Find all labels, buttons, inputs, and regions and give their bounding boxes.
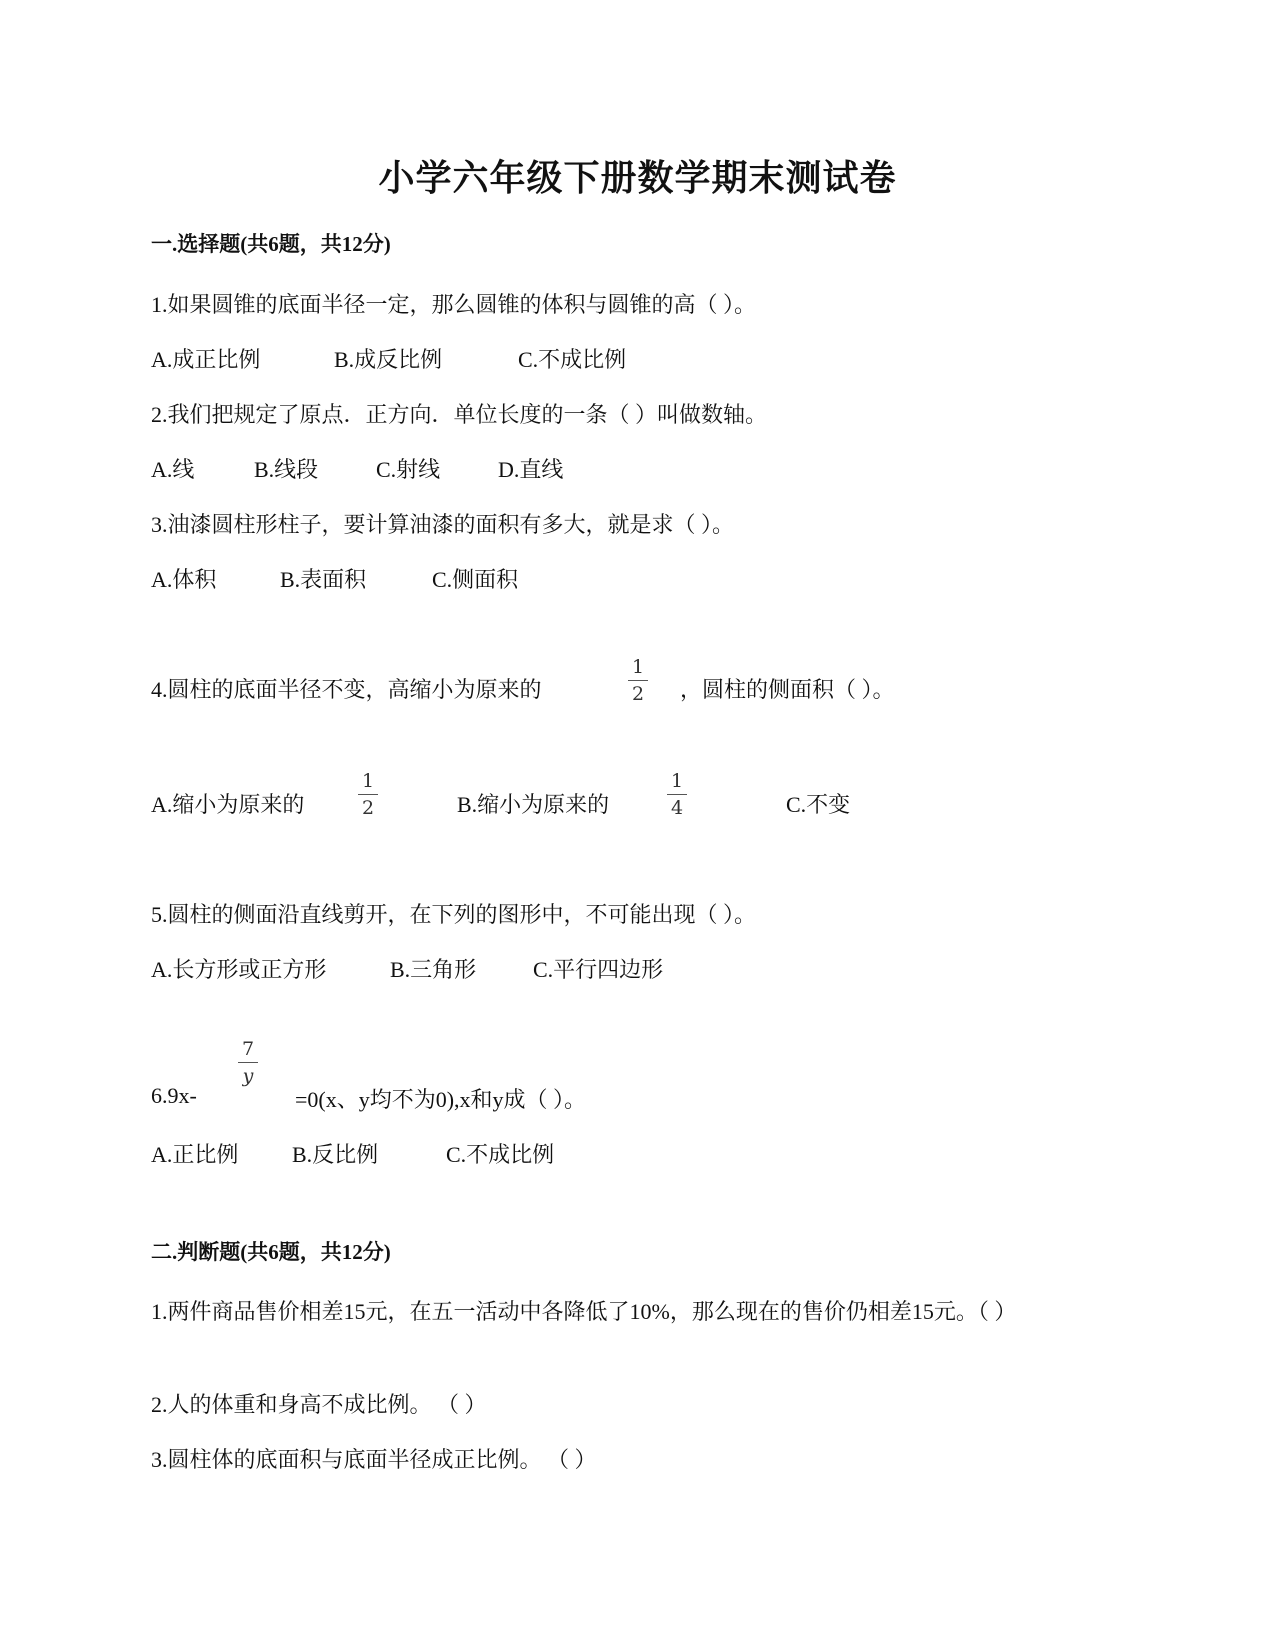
question-6-fraction	[237, 1037, 259, 1088]
question-4-option-a: A.缩小为原来的	[151, 792, 305, 817]
question-5-option-c: C.平行四边形	[533, 957, 664, 982]
judgement-question-3: 3.圆柱体的底面积与底面半径成正比例。 （ ）	[151, 1447, 597, 1472]
fraction-bar	[628, 680, 648, 681]
fraction-numerator: 1	[670, 770, 684, 792]
question-3-option-a: A.体积	[151, 567, 217, 592]
fraction-denominator: 2	[361, 797, 375, 819]
question-4-fraction	[627, 655, 649, 706]
question-2-option-a: A.线	[151, 457, 195, 482]
fraction-denominator: 2	[631, 683, 645, 705]
fraction-denominator: 4	[670, 797, 684, 819]
question-2-text: 2.我们把规定了原点．正方向．单位长度的一条（ ）叫做数轴。	[151, 402, 768, 427]
question-6-option-a: A.正比例	[151, 1142, 239, 1167]
judgement-question-1: 1.两件商品售价相差15元，在五一活动中各降低了10%，那么现在的售价仍相差15元。（ ）	[151, 1299, 1017, 1324]
question-4-text-after: ，圆柱的侧面积（ ）。	[680, 677, 895, 702]
question-4-option-c: C.不变	[786, 792, 851, 817]
question-6-text-before: 6.9x-	[151, 1083, 197, 1108]
question-6-option-b: B.反比例	[292, 1142, 379, 1167]
question-4-option-b-fraction	[666, 769, 688, 820]
question-3-option-c: C.侧面积	[432, 567, 519, 592]
fraction-numerator: 1	[631, 656, 645, 678]
question-1-option-b: B.成反比例	[334, 347, 443, 372]
question-3-option-b: B.表面积	[280, 567, 367, 592]
question-5-text: 5.圆柱的侧面沿直线剪开，在下列的图形中，不可能出现（ ）。	[151, 902, 757, 927]
question-2-option-c: C.射线	[376, 457, 441, 482]
fraction-bar	[667, 794, 687, 795]
page-title: 小学六年级下册数学期末测试卷	[378, 158, 897, 198]
judgement-question-2: 2.人的体重和身高不成比例。 （ ）	[151, 1392, 487, 1417]
section-heading-judgement: 二.判断题(共6题，共12分)	[151, 1240, 391, 1264]
question-6-text-after: =0(x、y均不为0),x和y成（ ）。	[295, 1087, 587, 1112]
question-5-option-a: A.长方形或正方形	[151, 957, 327, 982]
question-1-option-a: A.成正比例	[151, 347, 261, 372]
question-4-option-b: B.缩小为原来的	[457, 792, 610, 817]
fraction-numerator: 7	[241, 1038, 255, 1060]
question-1-option-c: C.不成比例	[518, 347, 627, 372]
question-5-option-b: B.三角形	[390, 957, 477, 982]
fraction-bar	[238, 1062, 258, 1063]
question-2-option-d: D.直线	[498, 457, 564, 482]
question-3-text: 3.油漆圆柱形柱子，要计算油漆的面积有多大，就是求（ ）。	[151, 512, 735, 537]
fraction-denominator: y	[242, 1065, 254, 1087]
fraction-bar	[358, 794, 378, 795]
question-2-option-b: B.线段	[254, 457, 319, 482]
section-heading-choice: 一.选择题(共6题，共12分)	[151, 232, 391, 256]
question-4-text-before: 4.圆柱的底面半径不变，高缩小为原来的	[151, 677, 542, 702]
fraction-numerator: 1	[361, 770, 375, 792]
question-6-option-c: C.不成比例	[446, 1142, 555, 1167]
question-4-option-a-fraction	[357, 769, 379, 820]
question-1-text: 1.如果圆锥的底面半径一定，那么圆锥的体积与圆锥的高（ ）。	[151, 292, 757, 317]
